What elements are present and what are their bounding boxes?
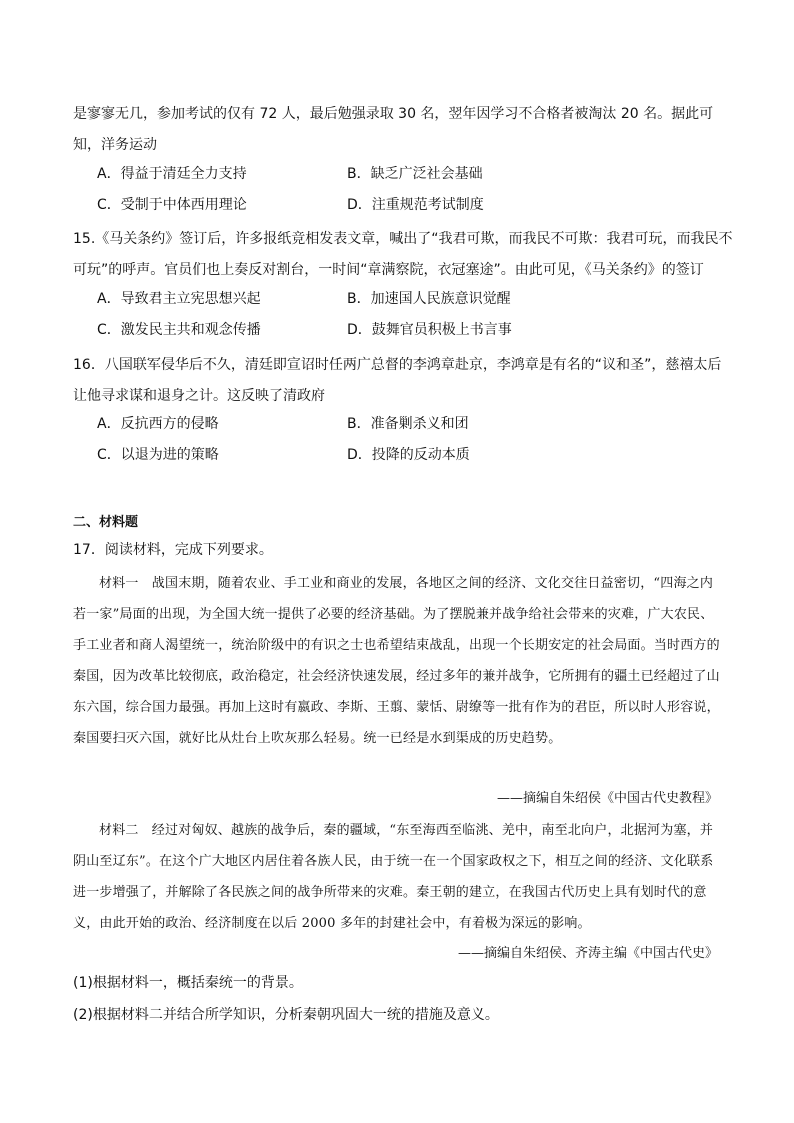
q14-option-b: B．缺乏广泛社会基础: [347, 166, 483, 182]
q15-option-a: A．导致君主立宪思想兴起: [97, 291, 261, 307]
q15-option-c: C．激发民主共和观念传播: [97, 322, 261, 338]
q17-stem: 17．阅读材料，完成下列要求。: [73, 542, 273, 558]
q15-option-b: B．加速国人民族意识觉醒: [347, 291, 511, 307]
q16-option-d: D．投降的反动本质: [347, 447, 470, 463]
q14-option-c: C．受制于中体西用理论: [97, 197, 247, 213]
q17-material-1: 材料一 战国末期，随着农业、手工业和商业的发展，各地区之间的经济、文化交往日益密切，“四海之内若一家”局面的出现，为全国大统一提供了必要的经济基础。为了摆脱兼并战争给社会带来的灾难，广大农民、手工业者和商人渴望统一，统治阶级中的有识之士也希望结束战乱，出现一个长期安定的社会局面。当时西方的秦国，因为改革比较彻底，政治稳定，社会经济快速发展，经过多年的兼并战争，它所拥有的疆土已经超过了山东六国，综合国力最强。再加上这时有嬴政、李斯、王翦、蒙恬、尉缭等一批有作为的君臣，所以时人形容说，秦国要扫灭六国，就好比从灶台上吹灰那么轻易。统一已经是水到渠成的历史趋势。: [73, 576, 720, 746]
q15-stem: 15.《马关条约》签订后，许多报纸竞相发表文章，喊出了“我君可欺，而我民不可欺：我君可玩，而我民不可玩”的呼声。官员们也上奏反对割台，一时间“章满察院，衣冠塞途”。由此可见，《马关条约》的签订: [73, 231, 733, 278]
q16-option-a: A．反抗西方的侵略: [97, 416, 219, 432]
q16-option-c: C．以退为进的策略: [97, 447, 219, 463]
q14-option-d: D．注重规范考试制度: [347, 197, 484, 213]
q17-source-2: ——摘编自朱绍侯、齐涛主编《中国古代史》: [457, 946, 718, 961]
q14-option-a: A．得益于清廷全力支持: [97, 166, 247, 182]
q15-option-d: D．鼓舞官员积极上书言事: [347, 322, 512, 338]
q16-option-b: B．准备剿杀义和团: [347, 416, 469, 432]
q14-stem: 是寥寥无几，参加考试的仅有 72 人，最后勉强录取 30 名，翌年因学习不合格者被淘汰 20 名。据此可知，洋务运动: [73, 106, 714, 153]
q17-material-2: 材料二 经过对匈奴、越族的战争后，秦的疆域，“东至海西至临洮、羌中，南至北向户，北据河为塞，并阴山至辽东”。在这个广大地区内居住着各族人民，由于统一在一个国家政权之下，相互之间的经济、文化联系进一步增强了，并解除了各民族之间的战争所带来的灾难。秦王朝的建立，在我国古代历史上具有划时代的意义，由此开始的政治、经济制度在以后 2000 多年的封建社会中，有着极为深远的影响。: [73, 823, 714, 931]
section-heading: 二、材料题: [73, 515, 139, 530]
q17-source-1: ——摘编自朱绍侯《中国古代史教程》: [496, 791, 718, 806]
q17-requirement-1: (1)根据材料一，概括秦统一的背景。: [73, 975, 303, 991]
q17-requirement-2: (2)根据材料二并结合所学知识，分析秦朝巩固大一统的措施及意义。: [73, 1007, 499, 1023]
q16-stem: 16．八国联军侵华后不久，清廷即宣诏时任两广总督的李鸿章赴京，李鸿章是有名的“议和圣”，慈禧太后让他寻求谋和退身之计。这反映了清政府: [73, 357, 722, 404]
